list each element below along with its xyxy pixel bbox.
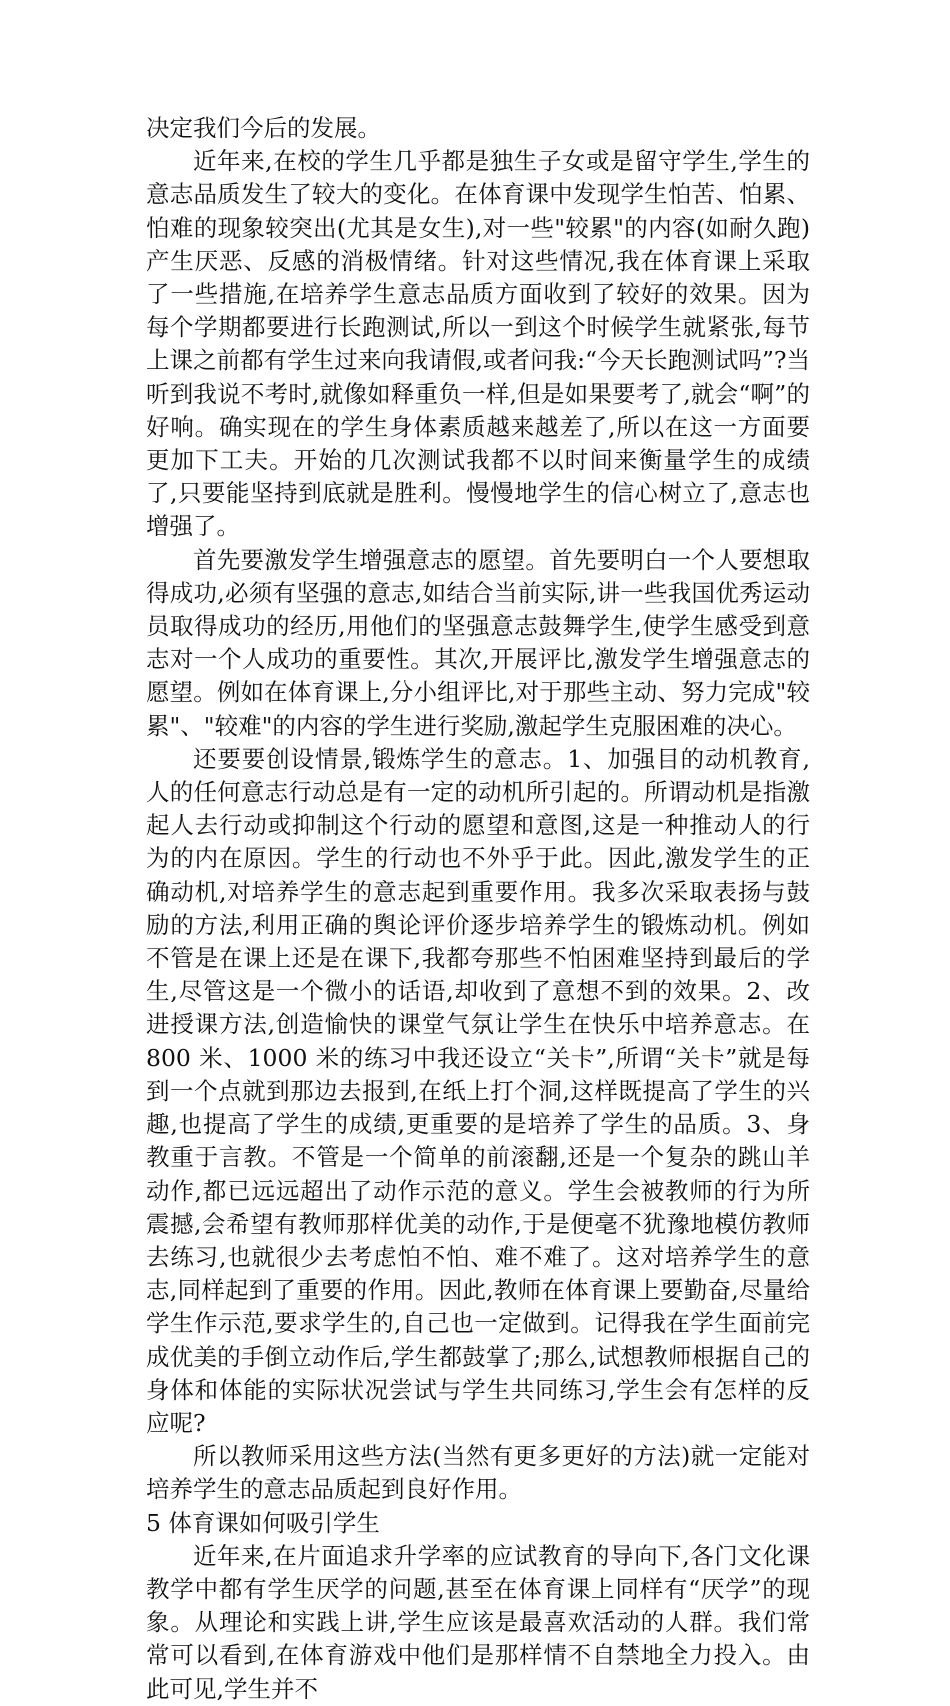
- paragraph-continuation: 决定我们今后的发展。: [146, 114, 381, 142]
- section-heading: 5 体育课如何吸引学生: [146, 1508, 380, 1537]
- paragraph-student-will: 近年来,在校的学生几乎都是独生子女或是留守学生,学生的意志品质发生了较大的变化。在体育课中发现学生怕苦、怕累、怕难的现象较突出(尤其是女生),对一些"较累"的内容(如耐久跑)产生厌恶、反感的消极情绪。针对这些情况,我在体育课上采取了一些措施,在培养学生意志品质方面收到了较好的效果。因为每个学期都要进行长跑测试,所以一到这个时候学生就紧张,每节上课之前都有学生过来向我请假,或者问我:“今天长跑测试吗”?当听到我说不考时,就像如释重负一样,但是如果要考了,就会“啊”的好响。确实现在的学生身体素质越来越差了,所以在这一方面要更加下工夫。开始的几次测试我都不以时间来衡量学生的成绩了,只要能坚持到底就是胜利。慢慢地学生的信心树立了,意志也增强了。: [146, 147, 810, 541]
- paragraph-motivate-will: 首先要激发学生增强意志的愿望。首先要明白一个人要想取得成功,必须有坚强的意志,如结合当前实际,讲一些我国优秀运动员取得成功的经历,用他们的坚强意志鼓舞学生,使学生感受到意志对一个人成功的重要性。其次,开展评比,激发学生增强意志的愿望。例如在体育课上,分小组评比,对于那些主动、努力完成"较累"、"较难"的内容的学生进行奖励,激起学生克服困难的决心。: [146, 545, 810, 740]
- paragraph-conclusion: 所以教师采用这些方法(当然有更多更好的方法)就一定能对培养学生的意志品质起到良好作用。: [146, 1442, 810, 1504]
- paragraph-section-intro: 近年来,在片面追求升学率的应试教育的导向下,各门文化课教学中都有学生厌学的问题,甚至在体育课上同样有“厌学”的现象。从理论和实践上讲,学生应该是最喜欢活动的人群。我们常常可以看到,在体育游戏中他们是那样情不自禁地全力投入。由此可见,学生并不: [146, 1541, 810, 1703]
- paragraph-create-scenarios: 还要要创设情景,锻炼学生的意志。1、加强目的动机教育,人的任何意志行动总是有一定的动机所引起的。所谓动机是指激起人去行动或抑制这个行动的愿望和意图,这是一种推动人的行为的内在原因。学生的行动也不外乎于此。因此,激发学生的正确动机,对培养学生的意志起到重要作用。我多次采取表扬与鼓励的方法,利用正确的舆论评价逐步培养学生的锻炼动机。例如不管是在课上还是在课下,我都夸那些不怕困难坚持到最后的学生,尽管这是一个微小的话语,却收到了意想不到的效果。2、改进授课方法,创造愉快的课堂气氛让学生在快乐中培养意志。在 800 米、1000 米的练习中我还设立“关卡”,所谓“关卡”就是每到一个点就到那边去报到,在纸上打个洞,这样既提高了学生的兴趣,也提高了学生的成绩,更重要的是培养了学生的品质。3、身教重于言教。不管是一个简单的前滚翻,还是一个复杂的跳山羊动作,都已远远超出了动作示范的意义。学生会被教师的行为所震撼,会希望有教师那样优美的动作,于是便毫不犹豫地模仿教师去练习,也就很少去考虑怕不怕、难不难了。这对培养学生的意志,同样起到了重要的作用。因此,教师在体育课上要勤奋,尽量给学生作示范,要求学生的,自己也一定做到。记得我在学生面前完成优美的手倒立动作后,学生都鼓掌了;那么,试想教师根据自己的身体和体能的实际状况尝试与学生共同练习,学生会有怎样的反应呢?: [146, 744, 810, 1437]
- document-page: [146, 112, 810, 1706]
